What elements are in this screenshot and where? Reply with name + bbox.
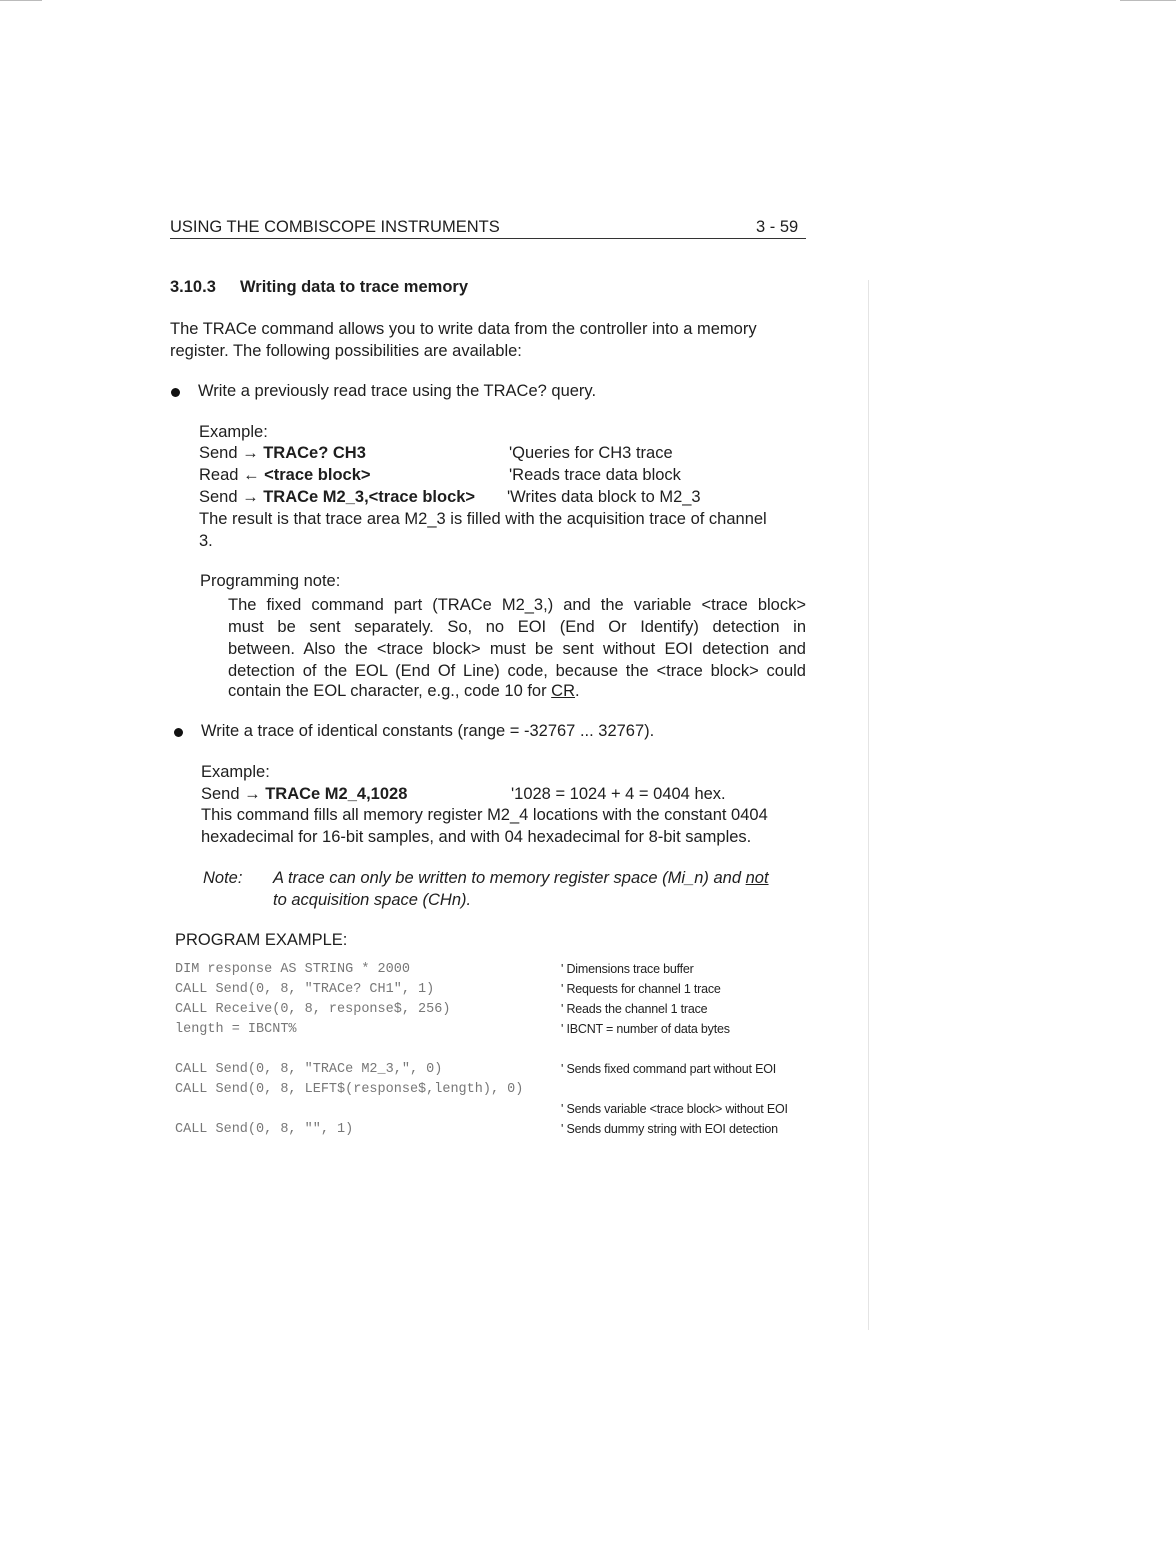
row-comment: 'Writes data block to M2_3 xyxy=(507,488,701,506)
bullet-text: Write a trace of identical constants (range = -32767 ... 32767). xyxy=(201,722,655,740)
code-comment: ' IBCNT = number of data bytes xyxy=(561,1022,730,1036)
code-comment: ' Sends variable <trace block> without EOI xyxy=(561,1102,788,1116)
example-label: Example: xyxy=(199,423,268,441)
code-comment: ' Sends dummy string with EOI detection xyxy=(561,1122,778,1136)
row-prefix: Send → xyxy=(199,488,264,506)
row-comment: 'Queries for CH3 trace xyxy=(509,444,673,462)
scan-artifact xyxy=(1120,0,1176,1)
programming-note-line xyxy=(228,682,580,701)
programming-note-line: between. Also the <trace block> must be sent without EOI detection and xyxy=(228,640,806,658)
result-line: The result is that trace area M2_3 is filled with the acquisition trace of channel xyxy=(199,510,767,528)
row-comment: 'Reads trace data block xyxy=(509,466,681,484)
example-label: Example: xyxy=(201,763,270,781)
row-prefix: Read ← xyxy=(199,466,265,484)
code-comment: ' Requests for channel 1 trace xyxy=(561,982,721,996)
running-header: USING THE COMBISCOPE INSTRUMENTS xyxy=(170,218,500,236)
section-number: 3.10.3 xyxy=(170,278,216,296)
row-command: <trace block> xyxy=(264,466,371,484)
code-line: CALL Send(0, 8, "", 1) xyxy=(175,1122,354,1137)
programming-note-line: The fixed command part (TRACe M2_3,) and the variable <trace block> xyxy=(228,596,806,614)
row-prefix: Send → xyxy=(199,444,264,462)
scan-artifact xyxy=(0,0,42,1)
example-row xyxy=(199,444,366,463)
note-line: to acquisition space (CHn). xyxy=(273,891,472,909)
programming-note-line: detection of the EOL (End Of Line) code, because the <trace block> could xyxy=(228,662,806,680)
header-rule xyxy=(170,238,806,239)
example-row xyxy=(199,466,371,485)
note-line xyxy=(273,869,769,888)
intro-line: The TRACe command allows you to write data from the controller into a memory xyxy=(170,320,757,338)
code-comment: ' Reads the channel 1 trace xyxy=(561,1002,708,1016)
code-line: CALL Receive(0, 8, response$, 256) xyxy=(175,1002,451,1017)
row-command: TRACe M2_3,<trace block> xyxy=(263,488,476,506)
description-line: This command fills all memory register M2_4 locations with the constant 0404 xyxy=(201,806,768,824)
code-comment: ' Sends fixed command part without EOI xyxy=(561,1062,777,1076)
code-line: DIM response AS STRING * 2000 xyxy=(175,962,410,977)
programming-note-label: Programming note: xyxy=(200,572,341,590)
section-title: Writing data to trace memory xyxy=(240,278,468,296)
description-line: hexadecimal for 16-bit samples, and with 04 hexadecimal for 8-bit samples. xyxy=(201,828,752,846)
bullet-icon xyxy=(174,728,183,737)
bullet-text: Write a previously read trace using the TRACe? query. xyxy=(198,382,597,400)
example-row xyxy=(199,488,475,507)
row-prefix: Send → xyxy=(201,785,266,803)
code-line: CALL Send(0, 8, LEFT$(response$,length), 0) xyxy=(175,1082,524,1097)
intro-line: register. The following possibilities are available: xyxy=(170,342,522,360)
program-title: PROGRAM EXAMPLE: xyxy=(175,931,348,949)
example-row xyxy=(201,785,407,804)
cr-abbreviation: CR xyxy=(551,682,576,700)
note-text: . xyxy=(575,682,580,700)
row-command: TRACe M2_4,1028 xyxy=(265,785,408,803)
code-line: CALL Send(0, 8, "TRACe M2_3,", 0) xyxy=(175,1062,443,1077)
note-text: A trace can only be written to memory register space (Mi_n) and xyxy=(273,869,746,887)
programming-note-line: must be sent separately. So, no EOI (End Or Identify) detection in xyxy=(228,618,806,636)
note-label: Note: xyxy=(203,869,243,887)
bullet-icon xyxy=(171,388,180,397)
scan-artifact xyxy=(868,280,869,1330)
row-command: TRACe? CH3 xyxy=(263,444,366,462)
page-number: 3 - 59 xyxy=(756,218,799,236)
note-emphasis: not xyxy=(745,869,769,887)
code-comment: ' Dimensions trace buffer xyxy=(561,962,694,976)
row-comment: '1028 = 1024 + 4 = 0404 hex. xyxy=(511,785,726,803)
code-line: CALL Send(0, 8, "TRACe? CH1", 1) xyxy=(175,982,435,997)
result-line: 3. xyxy=(199,532,213,550)
note-text: contain the EOL character, e.g., code 10 for xyxy=(228,682,552,700)
code-line: length = IBCNT% xyxy=(175,1022,297,1037)
